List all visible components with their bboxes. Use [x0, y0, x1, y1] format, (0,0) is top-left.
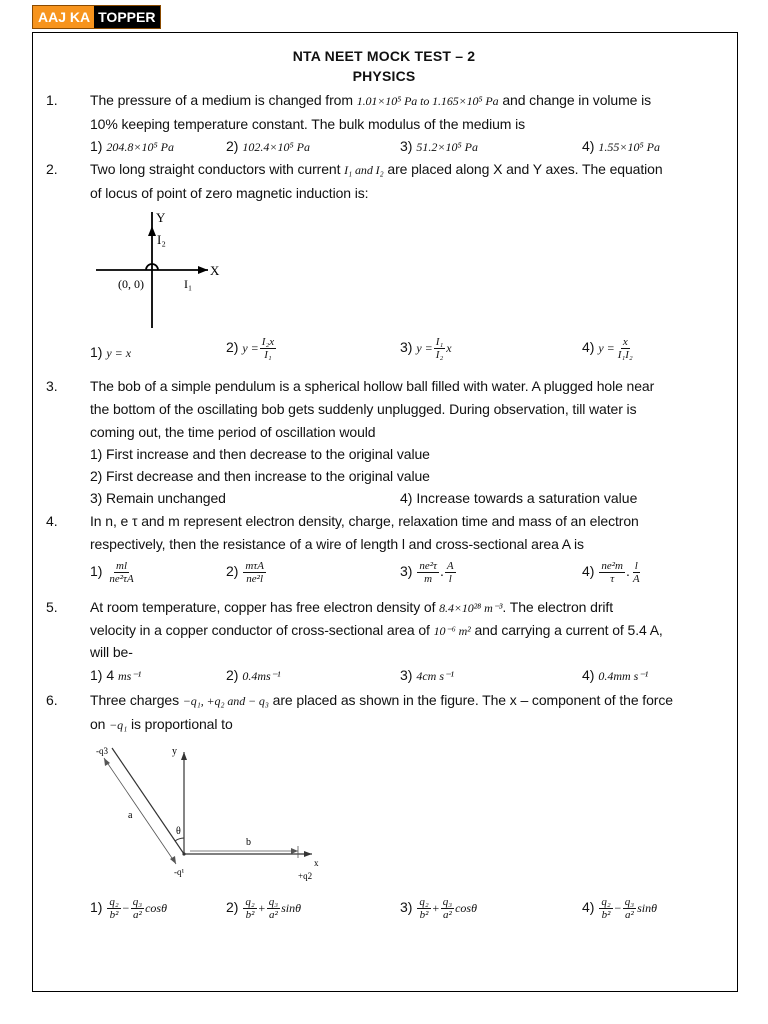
q5-line1 [90, 599, 613, 616]
q1-option-4 [582, 138, 660, 155]
q5-option-2-value: 0.4ms⁻¹ [242, 669, 281, 683]
q5-math-density: 8.4×10²⁸ m⁻³ [439, 601, 503, 615]
q4-option-1-num: 1) [90, 563, 103, 580]
q6-option-4-den1: b² [601, 909, 611, 921]
q4-option-2-fraction [243, 560, 266, 585]
q2-option-4-fraction [616, 336, 635, 361]
q3-option-4: 4) Increase towards a saturation value [400, 490, 638, 506]
q4-number: 4. [46, 513, 58, 529]
q4-option-2-num: 2) [226, 563, 239, 580]
q6-option-3-den2: a² [443, 909, 452, 921]
q4-option-4-denominator-b: A [632, 573, 640, 585]
q1-option-3-num: 3) [400, 138, 413, 154]
q2-number: 2. [46, 161, 58, 177]
q3-line1: The bob of a simple pendulum is a spherical hollow ball filled with water. A plugged hole near [90, 378, 655, 394]
q2-line2: of locus of point of zero magnetic induction is: [90, 185, 369, 201]
q6-charges-figure [90, 742, 330, 890]
q1-option-1-num: 1) [90, 138, 103, 154]
q6-label-theta: θ [176, 826, 181, 837]
q5-option-4 [582, 667, 648, 684]
q1-option-2 [226, 138, 310, 155]
q1-option-3-value: 51.2×10⁵ Pa [416, 140, 478, 154]
q2-option-4-denominator: I₁I₂ [617, 349, 633, 361]
q4-option-3-numerator-b: A [446, 560, 454, 572]
q4-option-1-denominator: ne²τA [109, 573, 134, 585]
q6-option-2-den2: a² [269, 909, 278, 921]
q1-option-1-value: 204.8×10⁵ Pa [106, 140, 174, 154]
q6-text-c: on [90, 716, 110, 732]
q2-option-2-lhs: y = [242, 341, 259, 356]
q4-option-3: 3) $\frac{\text{ne²τ}}{m}$ . $\frac{A}{l}$ [400, 560, 454, 585]
q4-option-4-numerator-a: ne²m [601, 560, 623, 572]
q4-option-4-fraction-b [631, 560, 642, 585]
q6-option-4-trig: sinθ [637, 901, 658, 916]
q2-option-2-numerator: I₂x [261, 336, 275, 348]
q2-label-origin: (0, 0) [118, 277, 144, 291]
q6-option-2-fraction-2 [267, 896, 280, 921]
q6-option-1-num1: q₂ [109, 896, 119, 908]
q5-option-1 [90, 667, 141, 684]
q1-line1 [90, 92, 651, 109]
q6-option-3-num2: q₃ [442, 896, 453, 908]
q6-option-4-fraction-1 [599, 896, 612, 921]
q6-label-q2: +q2 [298, 871, 313, 881]
q6-option-1-den1: b² [109, 909, 119, 921]
q5-option-3-num: 3) [400, 667, 413, 683]
q5-line2 [90, 622, 663, 639]
q4-option-3-numerator-a: ne²τ [419, 560, 437, 572]
q2-label-x: X [210, 263, 220, 278]
q6-y-arrow [181, 752, 187, 760]
q6-option-2-num: 2) [226, 899, 239, 916]
q2-math: I₁ and I₂ [344, 163, 384, 177]
q6-option-4-den2: a² [625, 909, 634, 921]
q1-line2: 10% keeping temperature constant. The bulk modulus of the medium is [90, 116, 526, 132]
q5-option-1-num: 1) 4 [90, 667, 119, 683]
q6-text-d: is proportional to [127, 716, 233, 732]
q1-option-3 [400, 138, 478, 155]
q6-dimension-b-arrow [291, 848, 298, 854]
subject-title: PHYSICS [352, 68, 416, 84]
q6-label-q3: -q3 [96, 746, 108, 756]
q5-math-area: 10⁻⁶ m² [433, 624, 471, 638]
q4-option-4-denominator-a: τ [610, 573, 615, 585]
q2-option-2 [226, 336, 277, 361]
q5-line3: will be- [90, 644, 133, 660]
q6-option-1 [90, 896, 167, 921]
q6-option-3-fraction-2 [441, 896, 454, 921]
q5-text-d: and carrying a current of 5.4 A, [470, 622, 663, 638]
q5-option-2-num: 2) [226, 667, 239, 683]
q6-option-4-fraction-2 [623, 896, 636, 921]
q4-option-4-num: 4) [582, 563, 595, 580]
q4-option-3-denominator-b: l [448, 573, 452, 585]
q5-option-4-value: 0.4mm s⁻¹ [598, 669, 649, 683]
q2-option-4-numerator: x [622, 336, 628, 348]
q2-option-1 [90, 344, 131, 361]
q4-option-1-fraction [107, 560, 135, 585]
q6-option-2 [226, 896, 301, 921]
q6-option-3-num1: q₂ [419, 896, 429, 908]
q3-number: 3. [46, 378, 58, 394]
q4-line1: In n, e τ and m represent electron density, charge, relaxation time and mass of an electron [90, 513, 639, 529]
q6-option-4-operator: − [613, 901, 622, 916]
q3-option-2: 2) First decrease and then increase to the original value [90, 468, 430, 484]
q1-math: 1.01×10⁵ Pa to 1.165×10⁵ Pa [356, 94, 499, 108]
q6-option-3-den1: b² [419, 909, 429, 921]
q4-option-1-numerator: ml [116, 560, 128, 572]
q6-option-3-operator: + [431, 901, 440, 916]
q6-option-3 [400, 896, 477, 921]
q5-option-3-value: 4cm s⁻¹ [416, 669, 454, 683]
q6-charge-q1-dot [182, 852, 185, 855]
q5-option-3 [400, 667, 454, 684]
q6-label-q1: -q¹ [174, 867, 185, 877]
q2-option-3 [400, 336, 452, 361]
q4-option-2-numerator: mτA [245, 560, 264, 572]
q4-option-4: 4) $\frac{\text{ne²m}}{\tau}$ . $\frac{l}{A}$ [582, 560, 640, 585]
q3-option-1: 1) First increase and then decrease to the original value [90, 446, 430, 462]
test-title: NTA NEET MOCK TEST – 2 [292, 48, 476, 64]
q3-line3: coming out, the time period of oscillation would [90, 424, 376, 440]
q6-label-b: b [246, 837, 251, 848]
q6-label-a: a [128, 810, 133, 821]
q6-text-a: Three charges [90, 692, 183, 708]
q1-option-2-value: 102.4×10⁵ Pa [242, 140, 310, 154]
q2-option-2-num: 2) [226, 339, 239, 356]
q6-option-3-num: 3) [400, 899, 413, 916]
q5-option-4-num: 4) [582, 667, 595, 683]
q2-line1 [90, 161, 663, 178]
q6-option-2-operator: + [257, 901, 266, 916]
q6-option-1-trig: cosθ [145, 901, 167, 916]
q4-option-2 [226, 560, 267, 585]
q4-option-2-denominator: ne²l [246, 573, 264, 585]
q4-option-3-fraction-b [445, 560, 456, 585]
q5-option-2 [226, 667, 281, 684]
q2-option-4 [582, 336, 636, 361]
q6-label-x: x [314, 858, 319, 868]
q3-option-3: 3) Remain unchanged [90, 490, 226, 506]
q2-option-2-denominator: I₁ [264, 349, 272, 361]
q6-label-y: y [172, 746, 177, 757]
q6-option-1-fraction-1 [107, 896, 120, 921]
q1-text-a: The pressure of a medium is changed from [90, 92, 357, 108]
q2-axes-figure [90, 208, 230, 333]
q2-option-3-fraction [434, 336, 446, 361]
q2-option-4-num: 4) [582, 339, 595, 356]
q6-number: 6. [46, 692, 58, 708]
q2-y-arrow [148, 226, 156, 236]
q6-option-2-den1: b² [245, 909, 255, 921]
brand-part1: AAJ KA [33, 6, 94, 28]
q5-text-b: . The electron drift [502, 599, 613, 615]
q2-text-a: Two long straight conductors with current [90, 161, 345, 177]
q1-text-b: and change in volume is [498, 92, 652, 108]
q4-option-3-num: 3) [400, 563, 413, 580]
q2-label-i2: I₂ [157, 232, 166, 247]
q6-option-2-fraction-1 [243, 896, 256, 921]
q2-label-y: Y [156, 210, 166, 225]
q6-option-4-num: 4) [582, 899, 595, 916]
q2-option-1-value: y = x [106, 346, 132, 360]
q5-text-a: At room temperature, copper has free electron density of [90, 599, 440, 615]
q6-option-1-den2: a² [133, 909, 142, 921]
q2-label-i1: I₁ [184, 277, 193, 291]
q2-option-1-num: 1) [90, 344, 103, 360]
q6-option-1-num2: q₃ [132, 896, 143, 908]
q6-option-2-num2: q₃ [268, 896, 279, 908]
q6-math-charges: −q₁, +q₂ and − q₃ [182, 694, 269, 708]
q6-math-q1: −q₁ [109, 718, 128, 732]
q2-text-b: are placed along X and Y axes. The equation [383, 161, 663, 177]
q4-option-4-numerator-b: l [634, 560, 638, 572]
q6-text-b: are placed as shown in the figure. The x – component of the force [268, 692, 673, 708]
q6-option-2-trig: sinθ [281, 901, 302, 916]
q1-number: 1. [46, 92, 58, 108]
q6-option-4-num2: q₃ [624, 896, 635, 908]
q1-option-2-num: 2) [226, 138, 239, 154]
q4-option-3-denominator-a: m [424, 573, 433, 585]
q6-line-to-q3 [112, 748, 184, 854]
q2-x-arrow [198, 266, 208, 274]
q1-option-4-num: 4) [582, 138, 595, 154]
q2-option-3-rhs: x [446, 341, 452, 356]
q6-option-1-operator: − [121, 901, 130, 916]
q2-option-3-numerator: I₁ [435, 336, 444, 348]
q6-option-1-fraction-2 [131, 896, 144, 921]
q3-line2: the bottom of the oscillating bob gets suddenly unplugged. During observation, till water is [90, 401, 637, 417]
brand-logo [32, 5, 161, 29]
brand-part2: TOPPER [94, 6, 160, 28]
q2-option-4-lhs: y = [598, 341, 615, 356]
q6-line1 [90, 692, 673, 709]
q5-option-1-value: ms⁻¹ [118, 669, 142, 683]
q4-option-3-fraction-a [417, 560, 439, 585]
q6-option-4 [582, 896, 657, 921]
q6-option-2-num1: q₂ [245, 896, 255, 908]
q2-option-3-lhs: y = [416, 341, 433, 356]
q1-option-4-value: 1.55×10⁵ Pa [598, 140, 660, 154]
q4-option-1 [90, 560, 137, 585]
q5-text-c: velocity in a copper conductor of cross-sectional area of [90, 622, 434, 638]
q6-option-4-num1: q₂ [601, 896, 611, 908]
q4-line2: respectively, then the resistance of a wire of length l and cross-sectional area A is [90, 536, 584, 552]
q6-option-1-num: 1) [90, 899, 103, 916]
q1-option-1 [90, 138, 174, 155]
q2-option-2-fraction [260, 336, 276, 361]
q6-option-3-fraction-1 [417, 896, 430, 921]
q6-line2 [90, 716, 233, 733]
q4-option-4-fraction-a [599, 560, 625, 585]
q2-option-3-denominator: I₂ [435, 349, 444, 361]
q6-dimension-a [104, 758, 176, 864]
q6-option-3-trig: cosθ [455, 901, 477, 916]
q6-x-arrow [304, 851, 312, 857]
q2-option-3-num: 3) [400, 339, 413, 356]
q5-number: 5. [46, 599, 58, 615]
q6-angle-arc [175, 838, 184, 841]
